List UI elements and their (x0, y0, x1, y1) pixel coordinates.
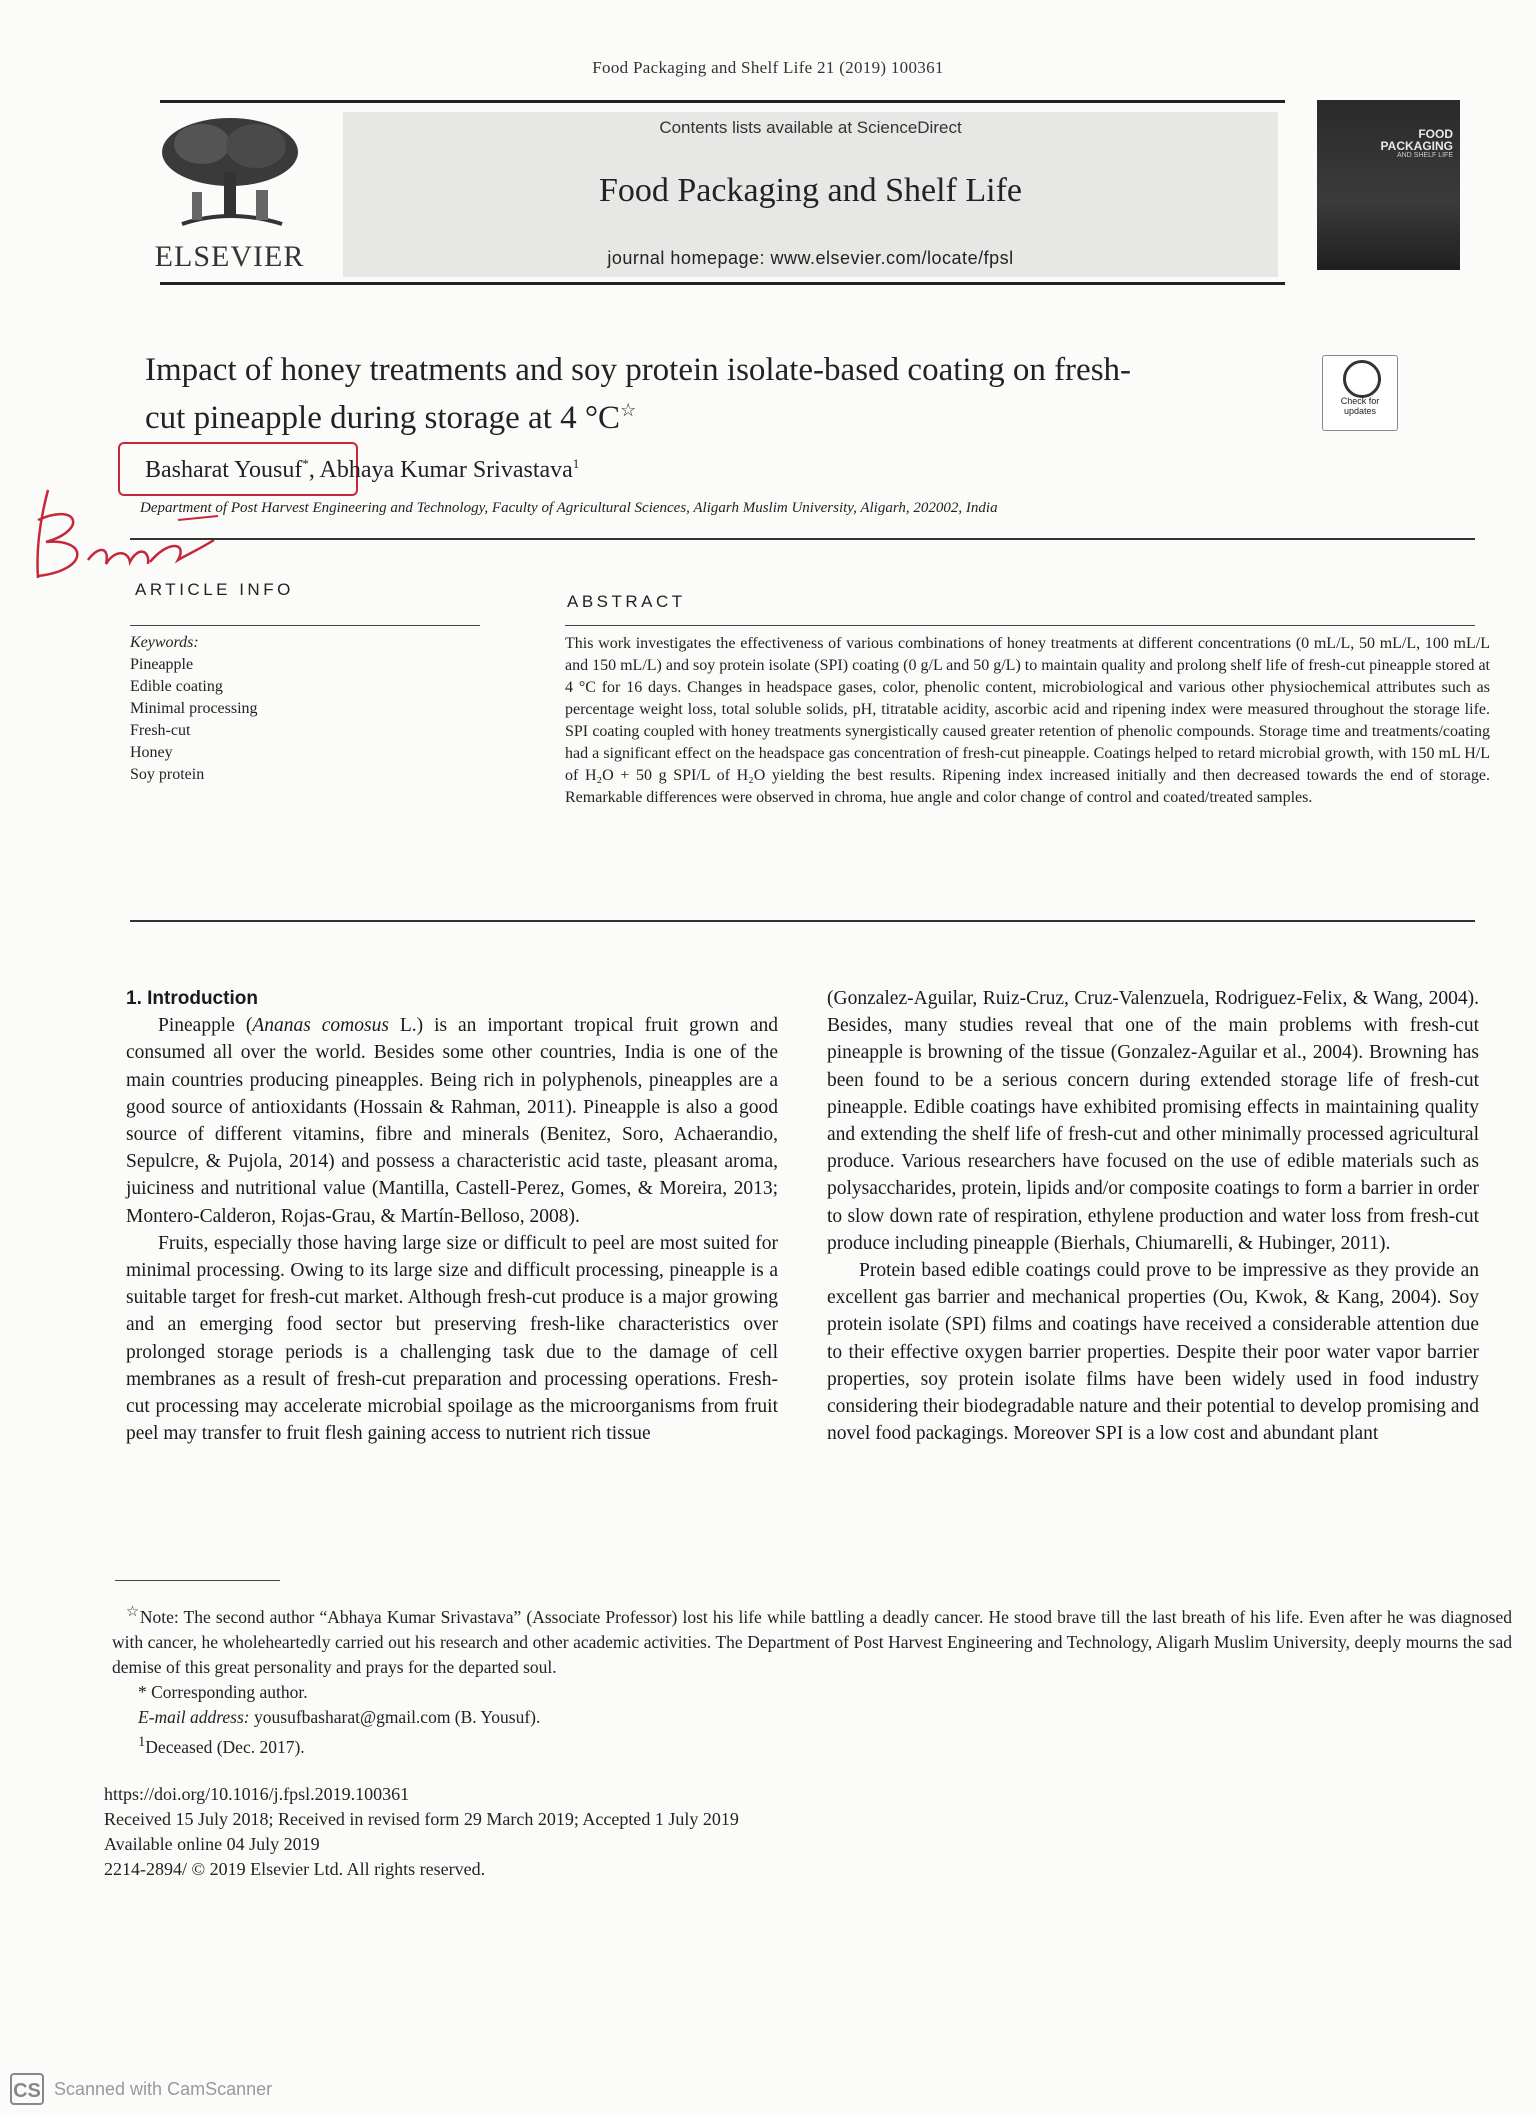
camscanner-icon: CS (10, 2073, 44, 2105)
check-updates-icon (1343, 360, 1381, 398)
header-rule-top (160, 100, 1285, 103)
contents-line: Contents lists available at ScienceDirect (659, 118, 962, 137)
header-rule-bottom (160, 282, 1285, 285)
abstract-text: This work investigates the effectiveness of various combinations of honey treatments at different concentrations (0 mL/L, 50 mL/L, 100 mL/L and 150 mL/L) and soy protein isolate (SPI) coating (0 g/L and 50 g/L) to maintain quality and prolong shelf life of fresh-cut pineapple stored at 4 °C for 16 days. Changes in headspace gases, color, phenolic content, microbiological and various other physiochemical attributes such as percentage weight loss, total soluble solids, pH, titratable acidity, ascorbic acid and ripening index were measured throughout the storage life. SPI coating coupled with honey treatments synergistically caused greater retention of phenolic compounds. Storage time and treatments/coating had a significant effect on the headspace gas concentration of fresh-cut pineapple. Coatings helped to retard microbial growth, with 150 mL H/L of H₂O + 50 g SPI/L of H₂O yielding the best results. Ripening index increased initially and then decreased towards the end of storage. Remarkable differences were observed in chroma, hue angle and color change of control and coated/treated samples. (565, 635, 1490, 806)
author-1[interactable]: Basharat Yousuf (145, 457, 303, 483)
paragraph: Fruits, especially those having large size or difficult to peel are most suited for minimal processing. Owing to its large size and difficult processing, pineapple is a suitable target for fresh-cut market. Although fresh-cut produce is a major growing and an emerging food sector but preserving fresh-like characteristics over prolonged storage periods is a challenging task due to the damage of cell membranes as a result of fresh-cut preparation and processing operations. Fresh-cut processing may accelerate microbial spoilage as the microorganisms from fruit peel may transfer to fruit flesh gaining access to nutrient rich tissue (126, 1232, 778, 1445)
handwritten-signature (18, 480, 228, 590)
keyword: Soy protein (130, 766, 205, 783)
article-info-heading: ARTICLE INFO (135, 580, 294, 599)
paragraph: Protein based edible coatings could prove to be impressive as they provide an excellent gas barrier and mechanical properties (Ou, Kwok, & Kang, 2004). Soy protein isolate (SPI) films and coatings have received a considerable attention due to their effective oxygen barrier properties. Despite their poor water vapor barrier properties, soy protein isolate films have been widely used in food industry considering their biodegradable nature and their potential to develop promising and novel food packagings. Moreover SPI is a low cost and abundant plant (827, 1260, 1479, 1445)
article-title: Impact of honey treatments and soy protein isolate-based coating on fresh- cut pineapple during storage at 4 °C☆ (145, 352, 1132, 436)
keyword: Pineapple (130, 656, 194, 673)
paragraph: Pineapple (Ananas comosus L.) is an important tropical fruit grown and consumed all over the world. Besides some other countries, India is one of the main countries producing pineapples. Being rich in polyphenols, pineapples are a good source of antioxidants (Hossain & Rahman, 2011). Pineapple is also a good source of different vitamins, fibre and minerals (Benitez, Soro, Achaerandio, Sepulcre, & Pujola, 2014) and possess a characteristic acid taste, pleasant aroma, juiciness and nutritional value (Mantilla, Castell-Perez, Gomes, & Moreira, 2013; Montero-Calderon, Rojas-Grau, & Martín-Belloso, 2008). (126, 1015, 779, 1227)
keyword: Minimal processing (130, 700, 258, 717)
footnotes (112, 1600, 1512, 1760)
keyword: Fresh-cut (130, 722, 191, 739)
check-for-updates-badge[interactable]: Check for updates (1322, 355, 1398, 431)
author-list: Basharat Yousuf*, Abhaya Kumar Srivastava$^1$ (145, 456, 580, 483)
footnote-deceased: $^1$Deceased (Dec. 2017). (138, 1733, 305, 1757)
abstract-heading: ABSTRACT (567, 592, 686, 611)
keyword: Honey (130, 744, 173, 761)
footnote-corresponding: * Corresponding author. (138, 1681, 308, 1702)
author-2[interactable]: Abhaya Kumar Srivastava (319, 457, 573, 483)
section-heading: 1. Introduction (126, 988, 258, 1009)
footnote-rule (115, 1580, 280, 1581)
publisher-name: ELSEVIER (154, 240, 305, 273)
doi-link[interactable]: https://doi.org/10.1016/j.fpsl.2019.100361 (104, 1784, 410, 1804)
copyright: 2214-2894/ © 2019 Elsevier Ltd. All rights reserved. (104, 1859, 486, 1879)
species-name: Ananas comosus (252, 1015, 389, 1037)
keywords-block (130, 632, 258, 786)
title-star-mark: ☆ (620, 400, 637, 420)
footnote-email: E-mail address: yousufbasharat@gmail.com (B. Yousuf). (138, 1706, 541, 1727)
email-link[interactable]: yousufbasharat@gmail.com (B. Yousuf). (254, 1706, 541, 1727)
affiliation: Department of Post Harvest Engineering and Technology, Faculty of Agricultural Sciences, Aligarh Muslim University, Aligarh, 202002, India (140, 500, 998, 516)
cover-subtitle: AND SHELF LIFE (1396, 152, 1453, 159)
scanner-text: Scanned with CamScanner (54, 2079, 273, 2099)
footnote-note: ☆Note: The second author “Abhaya Kumar Srivastava” (Associate Professor) lost his life while battling a deadly cancer. He stood brave till the last breath of his life. Even after he was diagnosed with cancer, he wholeheartedly carried out his research and other academic activities. The Department of Post Harvest Engineering and Technology, Aligarh Muslim University, deeply mourns the sad demise of this great personality and prays for the departed soul. (112, 1604, 1512, 1677)
affiliation-rule (130, 538, 1475, 540)
received-dates: Received 15 July 2018; Received in revised form 29 March 2019; Accepted 1 July 2019 (104, 1809, 739, 1829)
keywords-label: Keywords: (130, 634, 199, 651)
paragraph: (Gonzalez-Aguilar, Ruiz-Cruz, Cruz-Valenzuela, Rodriguez-Felix, & Wang, 2004). Besides, many studies reveal that one of the main problems with fresh-cut pineapple is browning of the tissue (Gonzalez-Aguilar et al., 2004). Browning has been found to be a serious concern during extended storage life of fresh-cut pineapple. Edible coatings have exhibited promising effects in maintaining quality and extending the shelf life of fresh-cut and other minimally processed agricultural produce. Various researchers have focused on the use of edible materials such as polysaccharides, protein, lipids and/or composite coatings to form a barrier in order to slow down rate of respiration, ethylene production and water loss from fresh-cut produce including pineapple (Bierhals, Chiumarelli, & Hubinger, 2011). (827, 988, 1479, 1254)
body-column-right (827, 985, 1479, 1447)
journal-title: Food Packaging and Shelf Life (598, 172, 1023, 209)
running-head: Food Packaging and Shelf Life 21 (2019) 100361 (592, 58, 944, 77)
cover-title: FOOD PACKAGING (1380, 127, 1453, 153)
body-column-left (126, 985, 778, 1447)
keyword: Edible coating (130, 678, 223, 695)
abstract-bottom-rule (130, 920, 1475, 922)
journal-homepage: journal homepage: www.elsevier.com/locate/fpsl (607, 248, 1014, 268)
publication-info (104, 1782, 739, 1882)
available-online: Available online 04 July 2019 (104, 1834, 320, 1854)
abstract-rule (565, 625, 1475, 626)
journal-cover (1317, 100, 1460, 270)
article-info-rule (130, 625, 480, 626)
